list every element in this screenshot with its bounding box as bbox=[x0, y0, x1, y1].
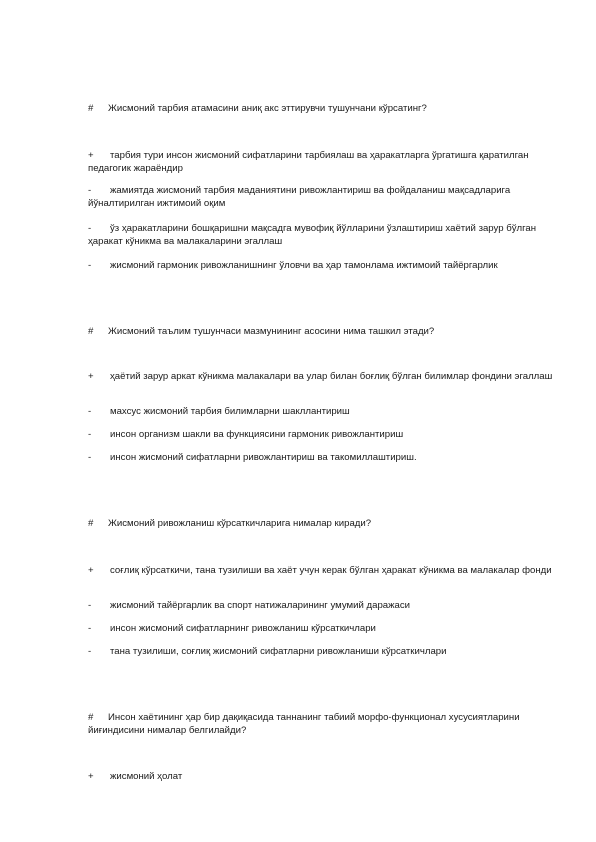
wrong-marker: - bbox=[88, 452, 92, 463]
wrong-marker: - bbox=[88, 223, 92, 234]
answer-correct-4 bbox=[88, 770, 553, 783]
question-text: Инсон хаётининг ҳар бир дақиқасида таннанинг табиий морфо-функционал хусусиятларини йиғиндисини нималар белгилайди? bbox=[88, 712, 520, 736]
question-3 bbox=[88, 517, 553, 530]
wrong-marker: - bbox=[88, 429, 92, 440]
question-2 bbox=[88, 325, 553, 338]
question-marker: # bbox=[88, 326, 94, 337]
answer-wrong-3-2 bbox=[88, 622, 553, 635]
answer-text: жисмоний гармоник ривожланишнинг ўловчи ва ҳар тамонлама ижтимоий тайёргарлик bbox=[110, 260, 498, 271]
answer-text: инсон жисмоний сифатларнинг ривожланиш кўрсаткичлари bbox=[110, 623, 376, 634]
correct-marker: + bbox=[88, 771, 94, 782]
wrong-marker: - bbox=[88, 600, 92, 611]
answer-wrong-2-2 bbox=[88, 428, 553, 441]
correct-marker: + bbox=[88, 371, 94, 382]
question-marker: # bbox=[88, 103, 94, 114]
wrong-marker: - bbox=[88, 646, 92, 657]
answer-wrong-1-3 bbox=[88, 259, 553, 272]
answer-text: жисмоний тайёргарлик ва спорт натижаларининг умумий даражаси bbox=[110, 600, 411, 611]
question-4 bbox=[88, 711, 553, 737]
question-text: Жисмоний тарбия атамасини аниқ акс эттирувчи тушунчани кўрсатинг? bbox=[108, 103, 427, 114]
answer-wrong-3-3 bbox=[88, 645, 553, 658]
answer-correct-1 bbox=[88, 149, 553, 175]
answer-text: ҳаётий зарур аркат кўникма малакалари ва улар билан боғлиқ бўлган билимлар фондини эгаллаш bbox=[110, 371, 553, 382]
wrong-marker: - bbox=[88, 185, 92, 196]
answer-text: инсон организм шакли ва функциясини гармоник ривожлантириш bbox=[110, 429, 404, 440]
answer-text: тарбия тури инсон жисмоний сифатларини тарбиялаш ва ҳаракатларга ўргатишга қаратилган педагогик жараёндир bbox=[88, 150, 529, 174]
question-marker: # bbox=[88, 712, 94, 723]
answer-wrong-3-1 bbox=[88, 599, 553, 612]
answer-text: жисмоний ҳолат bbox=[110, 771, 183, 782]
answer-wrong-1-1 bbox=[88, 184, 553, 210]
correct-marker: + bbox=[88, 565, 94, 576]
question-marker: # bbox=[88, 518, 94, 529]
question-text: Жисмоний ривожланиш кўрсаткичларига нималар киради? bbox=[108, 518, 372, 529]
answer-text: соғлиқ кўрсаткичи, тана тузилиши ва хаёт учун керак бўлган ҳаракат кўникма ва малакалар фонди bbox=[110, 565, 552, 576]
answer-wrong-1-2 bbox=[88, 222, 553, 248]
answer-text: инсон жисмоний сифатларни ривожлантириш ва такомиллаштириш. bbox=[110, 452, 417, 463]
question-text: Жисмоний таълим тушунчаси мазмунининг асосини нима ташкил этади? bbox=[108, 326, 435, 337]
answer-text: ўз ҳаракатларини бошқаришни мақсадга мувофиқ йўлларини ўзлаштириш хаётий зарур бўлган ҳаракат кўникма ва малакаларини эгаллаш bbox=[88, 223, 537, 247]
answer-text: тана тузилиши, соғлиқ жисмоний сифатларни ривожланиши кўрсаткичлари bbox=[110, 646, 447, 657]
answer-correct-2 bbox=[88, 370, 553, 383]
wrong-marker: - bbox=[88, 406, 92, 417]
answer-text: махсус жисмоний тарбия билимларни шакллантириш bbox=[110, 406, 350, 417]
correct-marker: + bbox=[88, 150, 94, 161]
answer-text: жамиятда жисмоний тарбия маданиятини ривожлантириш ва фойдаланиш мақсадларига йўналтирилган ижтимоий оқим bbox=[88, 185, 511, 209]
wrong-marker: - bbox=[88, 260, 92, 271]
answer-wrong-2-1 bbox=[88, 405, 553, 418]
answer-wrong-2-3 bbox=[88, 451, 553, 464]
wrong-marker: - bbox=[88, 623, 92, 634]
answer-correct-3 bbox=[88, 564, 553, 577]
question-1 bbox=[88, 102, 553, 115]
